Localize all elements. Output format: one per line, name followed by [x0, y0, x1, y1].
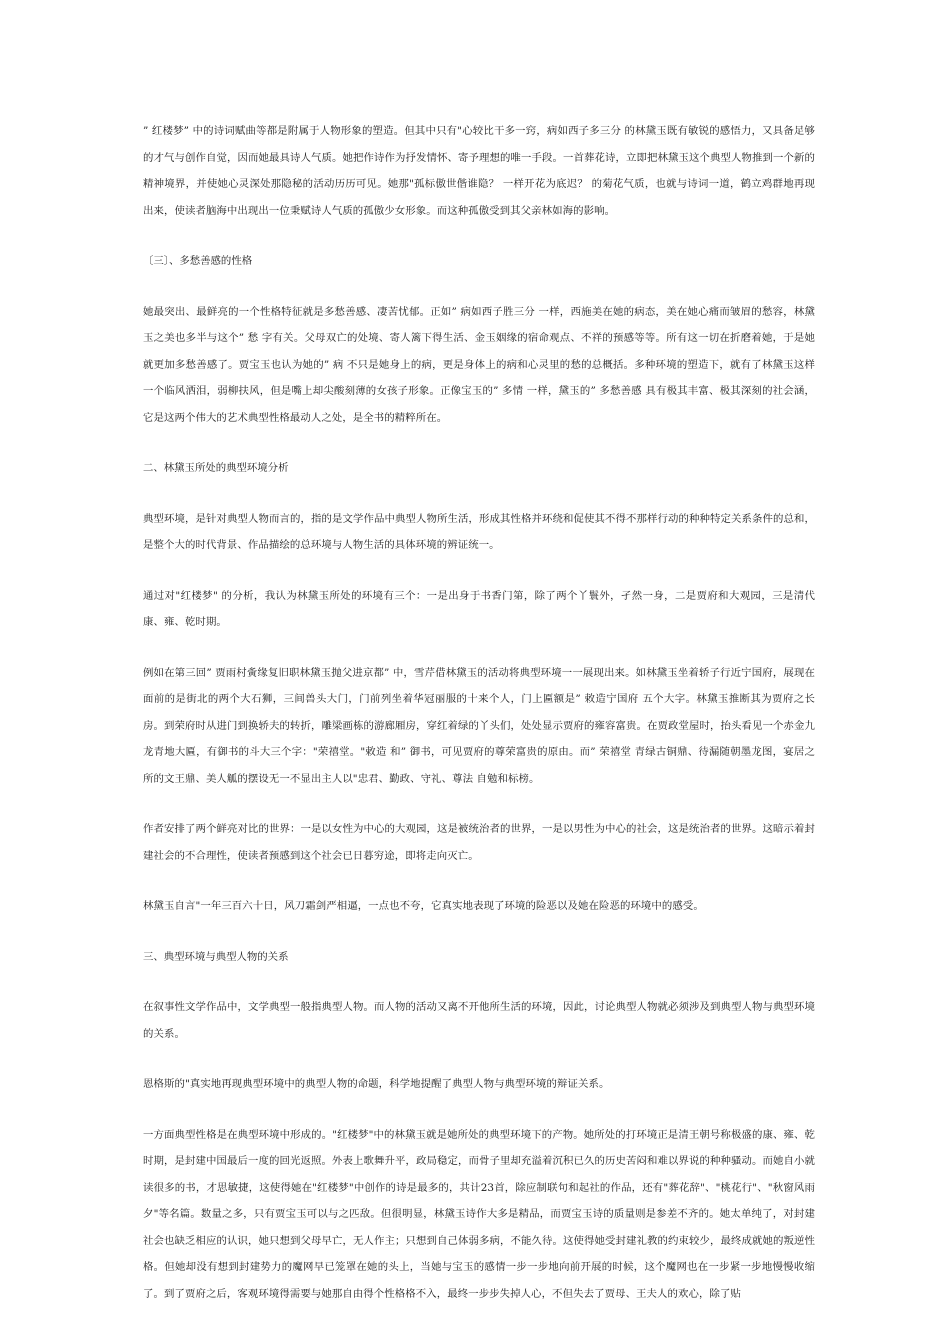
paragraph-poetic-temperament: ” 红楼梦” 中的诗词赋曲等都是附属于人物形象的塑造。但其中只有"心较比干多一窍，病如西子多三分 的林黛玉既有敏锐的感悟力，又具备足够的才气与创作自觉，因而她最具诗人气质。她把作诗作为抒发情怀、寄予理想的唯一手段。一首葬花诗，立即把林黛玉这个典型人物推到一个新的精神境界，并使她心灵深处那隐秘的活动历历可见。她那"孤标傲世偕谁隐？ 一样开花为底迟？ 的菊花气质，也就与诗词一道，鹤立鸡群地再现出来，使读者脑海中出现出一位秉赋诗人气质的孤傲少女形象。而这种孤傲受到其父亲林如海的影响。 [143, 125, 815, 217]
paragraph-engels: 恩格斯的"真实地再现典型环境中的典型人物的命题，科学地提醒了典型人物与典型环境的辩证关系。 [143, 1078, 610, 1090]
paragraph-melancholy: 她最突出、最鲜亮的一个性格特征就是多愁善感、凄苦忧郁。正如” 病如西子胜三分 一样，西施美在她的病态，美在她心痛而皱眉的愁容，林黛玉之美也多半与这个” 愁 字有关。父母双亡的处境、寄人篱下得生活、金玉姻缘的宿命观点、不祥的预感等等。所有这一切在折磨着她，于是她就更加多愁善感了。贾宝玉也认为她的” 病 不只是她身上的病，更是身体上的病和心灵里的愁的总概括。多种环境的塑造下，就有了林黛玉这样一个临风洒泪，弱柳扶风，但是嘴上却尖酸刻薄的女孩子形象。正像宝玉的” 多情 一样，黛玉的” 多愁善感 具有极其丰富、极其深刻的社会涵，它是这两个伟大的艺术典型性格最动人之处，是全书的精粹所在。 [143, 305, 815, 424]
section-heading-environment-character-relation: 三、典型环境与典型人物的关系 [143, 950, 289, 963]
paragraph-two-worlds: 作者安排了两个鲜亮对比的世界：一是以女性为中心的大观园，这是被统治者的世界，一是以男性为中心的社会，这是统治者的世界。这暗示着封建社会的不合理性，使读者预感到这个社会已日暮穷途，即将走向灭亡。 [143, 823, 815, 862]
paragraph-chapter-three-example: 例如在第三回” 贾雨村夤缘复旧职林黛玉抛父进京都” 中，雪芹借林黛玉的活动将典型环境一一展现出来。如林黛玉坐着轿子行近宁国府，展现在面前的是街北的两个大石狮，三间兽头大门，门前列坐着华冠丽服的十来个人，门上匾额是” 敕造宁国府 五个大字。林黛玉推断其为贾府之长房。到荣府时从进门到换轿夫的转折，雕梁画栋的游廊厢房，穿红着绿的丫头们，处处显示贾府的雍容富贵。在贾政堂屋时，抬头看见一个赤金九龙青地大匾，有御书的斗大三个字："荣禧堂。"敕造 和” 御书，可见贾府的尊荣富贵的原由。而” 荣禧堂 青绿古铜鼎、待漏随朝墨龙图，宴居之所的文王鼎、美人觚的摆设无一不显出主人以"忠君、勤政、守礼、尊法 自勉和标榜。 [143, 666, 815, 785]
paragraph-three-environments: 通过对"红楼梦" 的分析，我认为林黛玉所处的环境有三个：一是出身于书香门第，除了两个丫鬟外，孑然一身，二是贾府和大观园，三是清代康、雍、乾时期。 [143, 589, 815, 628]
document-page [143, 118, 815, 1331]
section-heading-melancholy: 〔三〕、多愁善感的性格 [143, 255, 253, 267]
paragraph-character-formed-in-environment: 一方面典型性格是在典型环境中形成的。"红楼梦"中的林黛玉就是她所处的典型环境下的产物。她所处的打环境正是清王朝号称极盛的康、雍、乾时期，是封建中国最后一度的回光返照。外表上歌舞升平，政局稳定，而骨子里却充溢着沉积已久的历史苦闷和难以界说的种种骚动。而她自小就读很多的书，才思敏捷，这使得她在"红楼梦"中创作的诗是最多的，共计23首，除应制联句和起社的作品，还有"葬花辞"、"桃花行"、"秋窗风雨夕"等名篇。数量之多，只有贾宝玉可以与之匹敌。但很明显，林黛玉诗作大多是精品，而贾宝玉诗的质量则是参差不齐的。她太单纯了，对封建社会也缺乏相应的认识，她只想到父母早亡，无人作主；只想到自己体弱多病，不能久待。这使得她受封建礼教的约束较少，最终成就她的叛逆性格。但她却没有想到封建势力的魔网早已笼罩在她的头上，当她与宝玉的感情一步一步地向前开展的时候，这个魔网也在一步紧一步地慢慢收缩了。到了贾府之后，客观环境得需要与她那自由得个性格格不入，最终一步步失掉人心，不但失去了贾母、王夫人的欢心，除了贴 [143, 1128, 815, 1300]
paragraph-narrative-typical: 在叙事性文学作品中，文学典型一般指典型人物。而人物的活动又离不开他所生活的环境，因此，讨论典型人物就必须涉及到典型人物与典型环境的关系。 [143, 1001, 815, 1040]
paragraph-typical-environment-definition: 典型环境，是针对典型人物而言的，指的是文学作品中典型人物所生活，形成其性格并环绕和促使其不得不那样行动的种种特定关系条件的总和，是整个大的时代背景、作品描绘的总环境与人物生活的具体环境的辨证统一。 [143, 512, 815, 551]
paragraph-wind-knife-frost-sword: 林黛玉自言"一年三百六十日，风刀霜剑严相逼，一点也不夸，它真实地表现了环境的险恶以及她在险恶的环境中的感受。 [143, 900, 704, 912]
section-heading-environment-analysis: 二、林黛玉所处的典型环境分析 [143, 462, 289, 474]
